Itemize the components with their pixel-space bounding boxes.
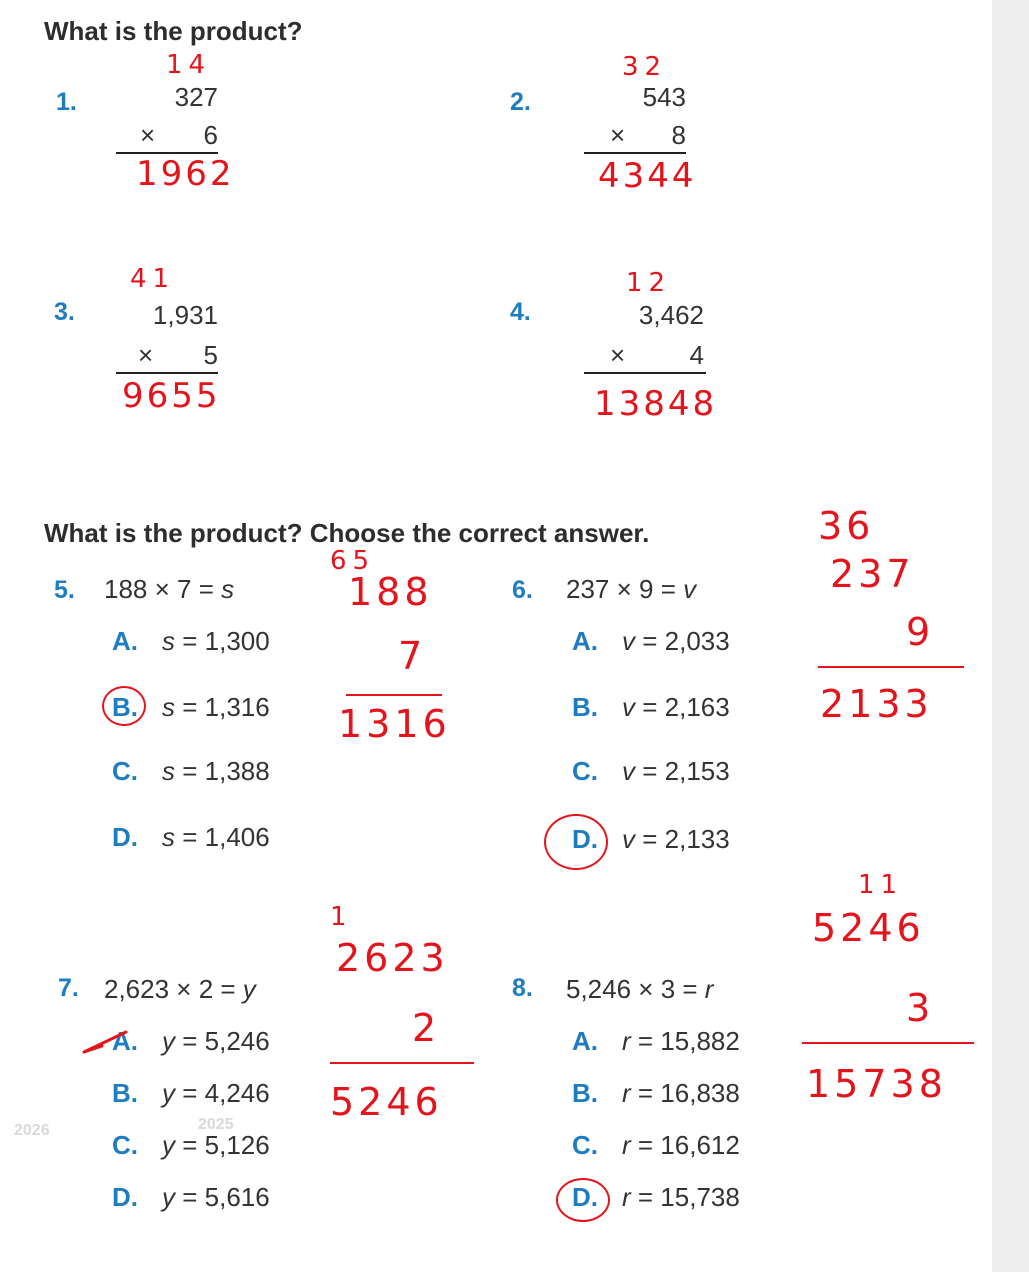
problem-3-rule [116, 372, 218, 374]
q8-work-carry: 11 [858, 870, 904, 900]
problem-4-rule [584, 372, 706, 374]
watermark-year-left: 2026 [14, 1122, 50, 1139]
question-5-option-c[interactable]: C. s = 1,388 [112, 756, 270, 786]
q8-work-rule [802, 1042, 974, 1044]
q5-work-top: 188 [348, 570, 433, 614]
q6-work-answer: 2133 [820, 682, 933, 726]
problem-4-number: 4. [510, 298, 531, 326]
problem-3-top: 1,931 [152, 300, 218, 330]
q7-work-rule [330, 1062, 474, 1064]
problem-2-carry: 32 [622, 52, 668, 82]
q7-work-top: 2623 [336, 936, 449, 980]
problem-2-op: × [610, 120, 626, 150]
q7-work-answer: 5246 [330, 1080, 443, 1124]
problem-4-top: 3,462 [638, 300, 704, 330]
question-6-option-b[interactable]: B. v = 2,163 [572, 692, 730, 722]
problem-1-number: 1. [56, 88, 77, 116]
question-8-equation: 5,246 × 3 = r [566, 974, 714, 1004]
problem-3-carry: 41 [130, 264, 176, 294]
question-8-option-d[interactable]: D. r = 15,738 [572, 1182, 740, 1212]
q6-work-bottom: 9 [906, 610, 935, 654]
question-6-number: 6. [512, 576, 533, 604]
question-5-equation: 188 × 7 = s [104, 574, 235, 604]
question-7-option-b[interactable]: B. y = 4,246 [112, 1078, 270, 1108]
question-7-option-d[interactable]: D. y = 5,616 [112, 1182, 270, 1212]
q8-work-top: 5246 [812, 906, 925, 950]
q5-work-rule [346, 694, 442, 696]
q6-work-rule [818, 666, 964, 668]
question-5-option-b[interactable]: B. s = 1,316 [112, 692, 270, 722]
question-6-equation: 237 × 9 = v [566, 574, 697, 604]
problem-1-bottom: 6 [203, 120, 218, 150]
problem-1-op: × [140, 120, 156, 150]
question-8-number: 8. [512, 974, 533, 1002]
question-5-option-a[interactable]: A. s = 1,300 [112, 626, 270, 656]
question-8-option-c[interactable]: C. r = 16,612 [572, 1130, 740, 1160]
problem-1-answer: 1962 [136, 154, 235, 194]
problem-3-op: × [138, 340, 154, 370]
problem-1-top: 327 [174, 82, 218, 112]
answer-circle-5b [102, 686, 146, 726]
problem-2-number: 2. [510, 88, 531, 116]
section2-heading: What is the product? Choose the correct answer. [44, 518, 650, 548]
q6-work-carry: 36 [818, 504, 875, 548]
q8-work-bottom: 3 [906, 986, 935, 1030]
question-6-option-c[interactable]: C. v = 2,153 [572, 756, 730, 786]
question-6-option-d[interactable]: D. v = 2,133 [572, 824, 730, 854]
problem-4-answer: 13848 [594, 384, 718, 424]
watermark-year-right: 2025 [198, 1116, 234, 1133]
section1-heading: What is the product? [44, 16, 303, 46]
question-8-option-a[interactable]: A. r = 15,882 [572, 1026, 740, 1056]
q7-work-bottom: 2 [412, 1006, 441, 1050]
checkmark-icon [80, 1026, 150, 1062]
q5-work-carry: 65 [330, 546, 376, 576]
problem-3-number: 3. [54, 298, 75, 326]
problem-2-top: 543 [642, 82, 686, 112]
question-5-option-d[interactable]: D. s = 1,406 [112, 822, 270, 852]
problem-4-carry: 12 [626, 268, 672, 298]
answer-circle-6d [544, 814, 608, 870]
question-7-equation: 2,623 × 2 = y [104, 974, 256, 1004]
q5-work-answer: 1316 [338, 702, 451, 746]
q6-work-top: 237 [830, 552, 915, 596]
question-8-option-b[interactable]: B. r = 16,838 [572, 1078, 740, 1108]
page-margin-strip [992, 0, 1029, 1272]
q7-work-carry: 1 [330, 902, 353, 932]
question-6-option-a[interactable]: A. v = 2,033 [572, 626, 730, 656]
problem-2-answer: 4344 [598, 156, 697, 196]
problem-4-op: × [610, 340, 626, 370]
question-7-option-a[interactable]: A. y = 5,246 [112, 1026, 270, 1056]
problem-2-bottom: 8 [671, 120, 686, 150]
problem-4-bottom: 4 [689, 340, 704, 370]
problem-3-answer: 9655 [122, 376, 221, 416]
question-7-number: 7. [58, 974, 79, 1002]
answer-circle-8d [556, 1178, 610, 1222]
question-7-option-c[interactable]: C. y = 5,126 [112, 1130, 270, 1160]
problem-1-carry: 14 [166, 50, 212, 80]
problem-3-bottom: 5 [203, 340, 218, 370]
problem-2-rule [584, 152, 686, 154]
q5-work-bottom: 7 [398, 634, 427, 678]
question-5-number: 5. [54, 576, 75, 604]
q8-work-answer: 15738 [806, 1062, 947, 1106]
